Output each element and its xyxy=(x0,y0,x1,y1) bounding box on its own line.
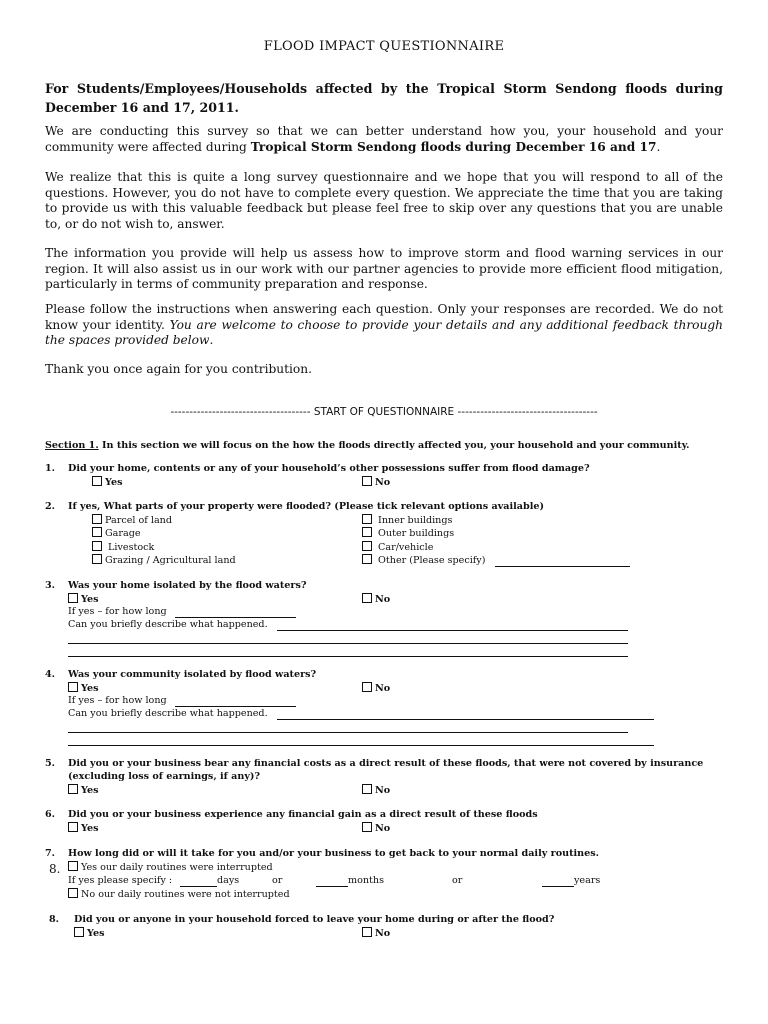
q2-option-parcel[interactable] xyxy=(92,514,172,526)
no-label: No xyxy=(375,594,391,605)
q6-no[interactable] xyxy=(362,822,390,834)
q8-text: Did you or anyone in your household forced to leave your home during or after the flood? xyxy=(74,914,555,925)
q3-how-long-line[interactable] xyxy=(175,617,296,618)
q4-describe-label: Can you briefly describe what happened. xyxy=(68,708,268,719)
section-heading xyxy=(45,440,690,451)
q5-text-2: (excluding loss of earnings, if any)? xyxy=(68,771,261,782)
q7-days-label: days xyxy=(217,875,240,886)
intro-paragraph-2: We realize that this is quite a long survey questionnaire and we hope that you will respond to all of the questions. However, you do not have to complete every question. We appreciate the time that you are taking to provide us with this valuable feedback but please feel free to skip over any questions that you are unable to, or do not wish to, answer. xyxy=(45,170,723,231)
checkbox[interactable] xyxy=(362,593,372,603)
q5-no[interactable] xyxy=(362,784,390,796)
q3-how-long-label: If yes – for how long xyxy=(68,606,167,617)
intro-paragraph-4 xyxy=(45,302,723,349)
q7-text: How long did or will it take for you and/or your business to get back to your normal daily routines. xyxy=(68,848,599,859)
yes-label: Yes xyxy=(81,683,99,694)
option-label: Yes our daily routines were interrupted xyxy=(81,862,273,873)
no-label: No xyxy=(375,928,391,939)
q6-text: Did you or your business experience any financial gain as a direct result of these floods xyxy=(68,809,538,820)
checkbox[interactable] xyxy=(92,476,102,486)
p4-end: . xyxy=(209,333,214,347)
questionnaire-separator: ------------------------------------- START OF QUESTIONNAIRE ------------------------------------- xyxy=(170,406,598,418)
q7-specify-label: If yes please specify : xyxy=(68,875,173,886)
q7-months-line[interactable] xyxy=(316,886,348,887)
checkbox[interactable] xyxy=(92,527,102,537)
p1-bold: Tropical Storm Sendong floods during December 16 and 17 xyxy=(250,139,657,154)
q2-text: If yes, What parts of your property were flooded? (Please tick relevant options available) xyxy=(68,501,545,512)
q8-number: 8. xyxy=(49,914,60,925)
option-label: Car/vehicle xyxy=(375,542,434,553)
q3-describe-label: Can you briefly describe what happened. xyxy=(68,619,268,630)
yes-label: Yes xyxy=(105,477,123,488)
q1-yes[interactable] xyxy=(92,476,123,488)
no-label: No xyxy=(375,823,391,834)
p4-text: Please follow the instructions when answering each question. Only your responses are recorded. We do not know your identity. xyxy=(45,302,723,332)
q2-option-other[interactable] xyxy=(362,554,485,566)
q3-yes[interactable] xyxy=(68,593,99,605)
q4-text: Was your community isolated by flood waters? xyxy=(68,669,317,680)
checkbox[interactable] xyxy=(68,784,78,794)
checkbox[interactable] xyxy=(74,927,84,937)
q3-number: 3. xyxy=(45,580,56,591)
q1-number: 1. xyxy=(45,463,56,474)
q5-text: Did you or your business bear any financial costs as a direct result of these floods, that were not covered by insurance xyxy=(68,758,704,769)
checkbox[interactable] xyxy=(68,861,78,871)
q3-describe-line-3[interactable] xyxy=(68,656,628,657)
q4-describe-line-3[interactable] xyxy=(68,745,654,746)
no-label: No xyxy=(375,477,391,488)
checkbox[interactable] xyxy=(362,822,372,832)
q5-yes[interactable] xyxy=(68,784,99,796)
q8-yes[interactable] xyxy=(74,927,105,939)
p1-text: We are conducting this survey so that we can better understand how you, your household and your community were affected during xyxy=(45,124,723,154)
q6-yes[interactable] xyxy=(68,822,99,834)
checkbox[interactable] xyxy=(362,927,372,937)
checkbox[interactable] xyxy=(92,554,102,564)
q3-text: Was your home isolated by the flood waters? xyxy=(68,580,307,591)
checkbox[interactable] xyxy=(362,554,372,564)
yes-label: Yes xyxy=(81,823,99,834)
q2-option-garage[interactable] xyxy=(92,527,141,539)
q7-days-line[interactable] xyxy=(180,886,217,887)
checkbox[interactable] xyxy=(362,527,372,537)
q3-describe-line-2[interactable] xyxy=(68,643,628,644)
q2-number: 2. xyxy=(45,501,56,512)
q1-no[interactable] xyxy=(362,476,390,488)
option-label: Livestock xyxy=(105,542,155,553)
q2-option-grazing[interactable] xyxy=(92,554,236,566)
option-label: No our daily routines were not interrupted xyxy=(81,889,290,900)
yes-label: Yes xyxy=(81,594,99,605)
q7-years-label: years xyxy=(574,875,601,886)
q6-number: 6. xyxy=(45,809,56,820)
checkbox[interactable] xyxy=(92,541,102,551)
q4-no[interactable] xyxy=(362,682,390,694)
q7-years-line[interactable] xyxy=(542,886,574,887)
q4-number: 4. xyxy=(45,669,56,680)
p4-italic: You are welcome to choose to provide your details and any additional feedback through the spaces provided below xyxy=(45,317,724,347)
q7-number: 7. xyxy=(45,848,56,859)
q2-option-inner-buildings[interactable] xyxy=(362,514,452,526)
option-label: Outer buildings xyxy=(375,528,455,539)
checkbox[interactable] xyxy=(362,784,372,794)
q7-months-label: months xyxy=(348,875,385,886)
section-text: In this section we will focus on the how the floods directly affected you, your household and your community. xyxy=(98,440,690,451)
checkbox[interactable] xyxy=(362,541,372,551)
option-label: Inner buildings xyxy=(375,515,453,526)
section-label: Section 1. xyxy=(45,440,99,451)
q4-describe-line-1[interactable] xyxy=(277,719,654,720)
option-label: Garage xyxy=(105,528,141,539)
no-label: No xyxy=(375,785,391,796)
q7-option-not-interrupted[interactable] xyxy=(68,888,290,900)
checkbox[interactable] xyxy=(362,514,372,524)
q5-number: 5. xyxy=(45,758,56,769)
page-title: FLOOD IMPACT QUESTIONNAIRE xyxy=(263,39,505,54)
q3-no[interactable] xyxy=(362,593,390,605)
intro-paragraph-1 xyxy=(45,124,723,155)
checkbox[interactable] xyxy=(68,822,78,832)
q2-option-outer-buildings[interactable] xyxy=(362,527,454,539)
option-label: Grazing / Agricultural land xyxy=(105,555,236,566)
yes-label: Yes xyxy=(81,785,99,796)
q2-option-livestock[interactable] xyxy=(92,541,154,553)
checkbox[interactable] xyxy=(68,593,78,603)
p1-end: . xyxy=(656,139,661,154)
yes-label: Yes xyxy=(87,928,105,939)
option-label: Other (Please specify) xyxy=(375,555,486,566)
checkbox[interactable] xyxy=(362,682,372,692)
q7-option-interrupted[interactable] xyxy=(68,861,273,873)
q1-text: Did your home, contents or any of your household’s other possessions suffer from flood damage? xyxy=(68,463,590,474)
q2-other-specify-line[interactable] xyxy=(495,566,630,567)
q8-no[interactable] xyxy=(362,927,390,939)
q4-how-long-line[interactable] xyxy=(175,706,296,707)
checkbox[interactable] xyxy=(362,476,372,486)
intro-heading: For Students/Employees/Households affected by the Tropical Storm Sendong floods during December 16 and 17, 2011. xyxy=(45,81,723,115)
intro-paragraph-3: The information you provide will help us assess how to improve storm and flood warning services in our region. It will also assist us in our work with our partner agencies to provide more efficient flood mitigation, particularly in terms of community preparation and response. xyxy=(45,246,723,291)
checkbox[interactable] xyxy=(68,682,78,692)
q7-side-number: 8. xyxy=(49,862,61,876)
q2-option-car[interactable] xyxy=(362,541,433,553)
q7-or-1: or xyxy=(272,875,283,886)
q7-or-2: or xyxy=(452,875,463,886)
no-label: No xyxy=(375,683,391,694)
option-label: Parcel of land xyxy=(105,515,172,526)
q4-yes[interactable] xyxy=(68,682,99,694)
intro-paragraph-5: Thank you once again for you contribution. xyxy=(45,362,312,376)
q4-describe-line-2[interactable] xyxy=(68,732,628,733)
checkbox[interactable] xyxy=(68,888,78,898)
q3-describe-line-1[interactable] xyxy=(277,630,628,631)
checkbox[interactable] xyxy=(92,514,102,524)
q4-how-long-label: If yes – for how long xyxy=(68,695,167,706)
